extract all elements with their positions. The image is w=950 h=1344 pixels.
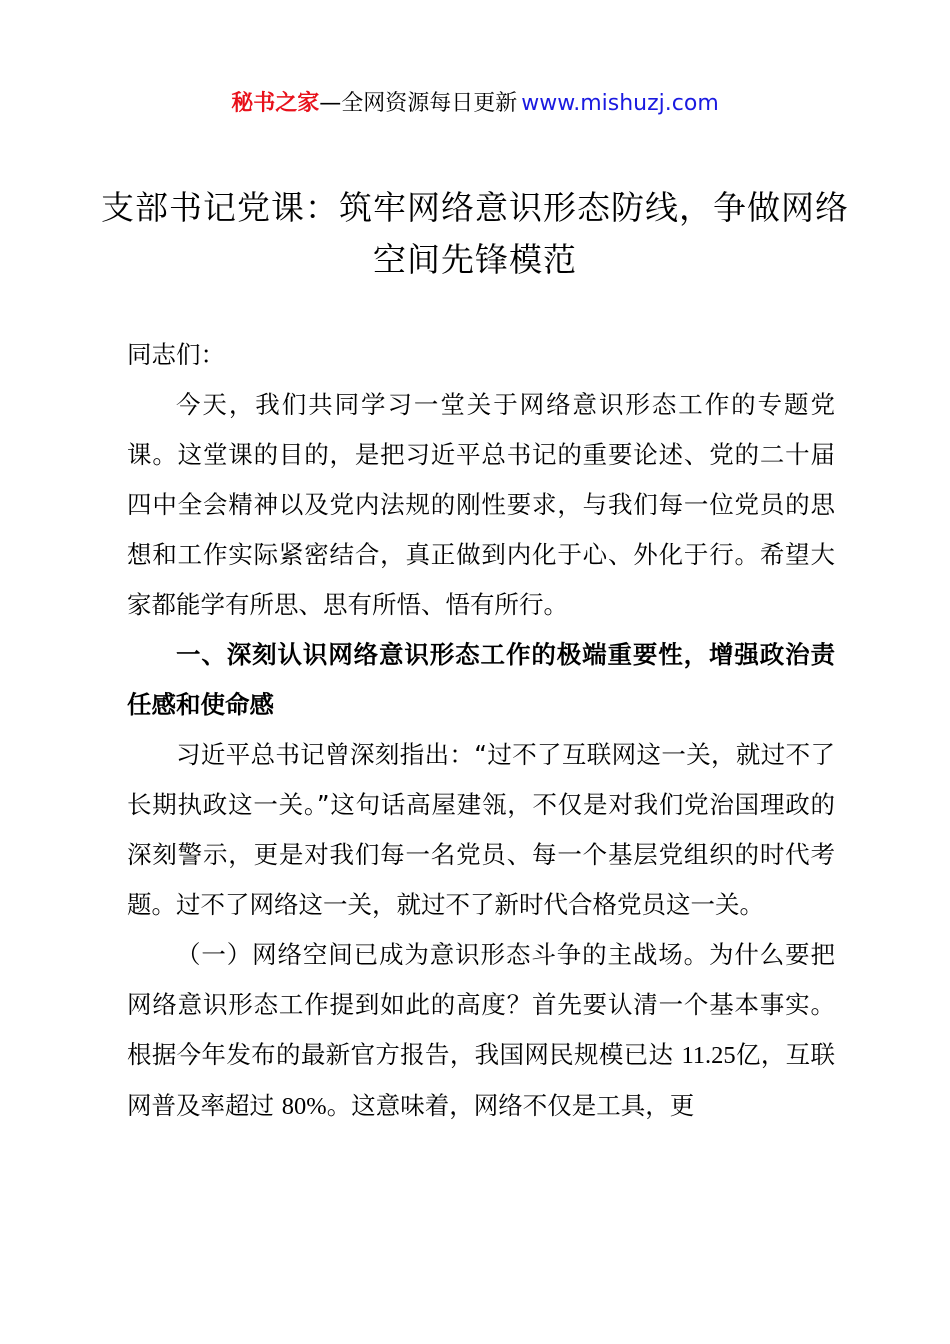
paragraph-text-part-a: （一）网络空间已成为意识形态斗争的主战场。为什么要把网络意识形态工作提到如此的高度？首先要认清一个基本事实。根据今年发布的最新官方报告，我国网民规模已达 — [127, 940, 835, 1069]
site-header — [0, 88, 950, 120]
document-title: 支部书记党课：筑牢网络意识形态防线，争做网络空间先锋模范 — [101, 188, 849, 279]
netizen-count: 11.25 — [681, 1042, 736, 1069]
section-heading-1: 一、深刻认识网络意识形态工作的极端重要性，增强政治责任感和使命感 — [127, 640, 835, 719]
salutation: 同志们： — [127, 340, 225, 369]
site-slogan: —全网资源每日更新 — [319, 91, 518, 116]
paragraph-subsection-1 — [127, 930, 835, 1132]
paragraph-text-part-b: 亿，互联网普及率超过 — [127, 1040, 836, 1120]
penetration-rate: 80% — [281, 1093, 327, 1120]
paragraph-intro: 今天，我们共同学习一堂关于网络意识形态工作的专题党课。这堂课的目的，是把习近平总书记的重要论述、党的二十届四中全会精神以及党内法规的刚性要求，与我们每一位党员的思想和工作实际紧密结合，真正做到内化于心、外化于行。希望大家都能学有所思、思有所悟、悟有所行。 — [127, 390, 835, 619]
document-body — [127, 330, 835, 1132]
paragraph-text-part-c: 。这意味着，网络不仅是工具，更 — [326, 1091, 695, 1120]
site-brand: 秘书之家 — [231, 91, 320, 116]
paragraph-quote: 习近平总书记曾深刻指出：“过不了互联网这一关，就过不了长期执政这一关。”这句话高屋建瓴，不仅是对我们党治国理政的深刻警示，更是对我们每一名党员、每一个基层党组织的时代考题。过不了网络这一关，就过不了新时代合格党员这一关。 — [127, 740, 835, 919]
site-url-link[interactable]: www.mishuzj.com — [521, 91, 719, 116]
